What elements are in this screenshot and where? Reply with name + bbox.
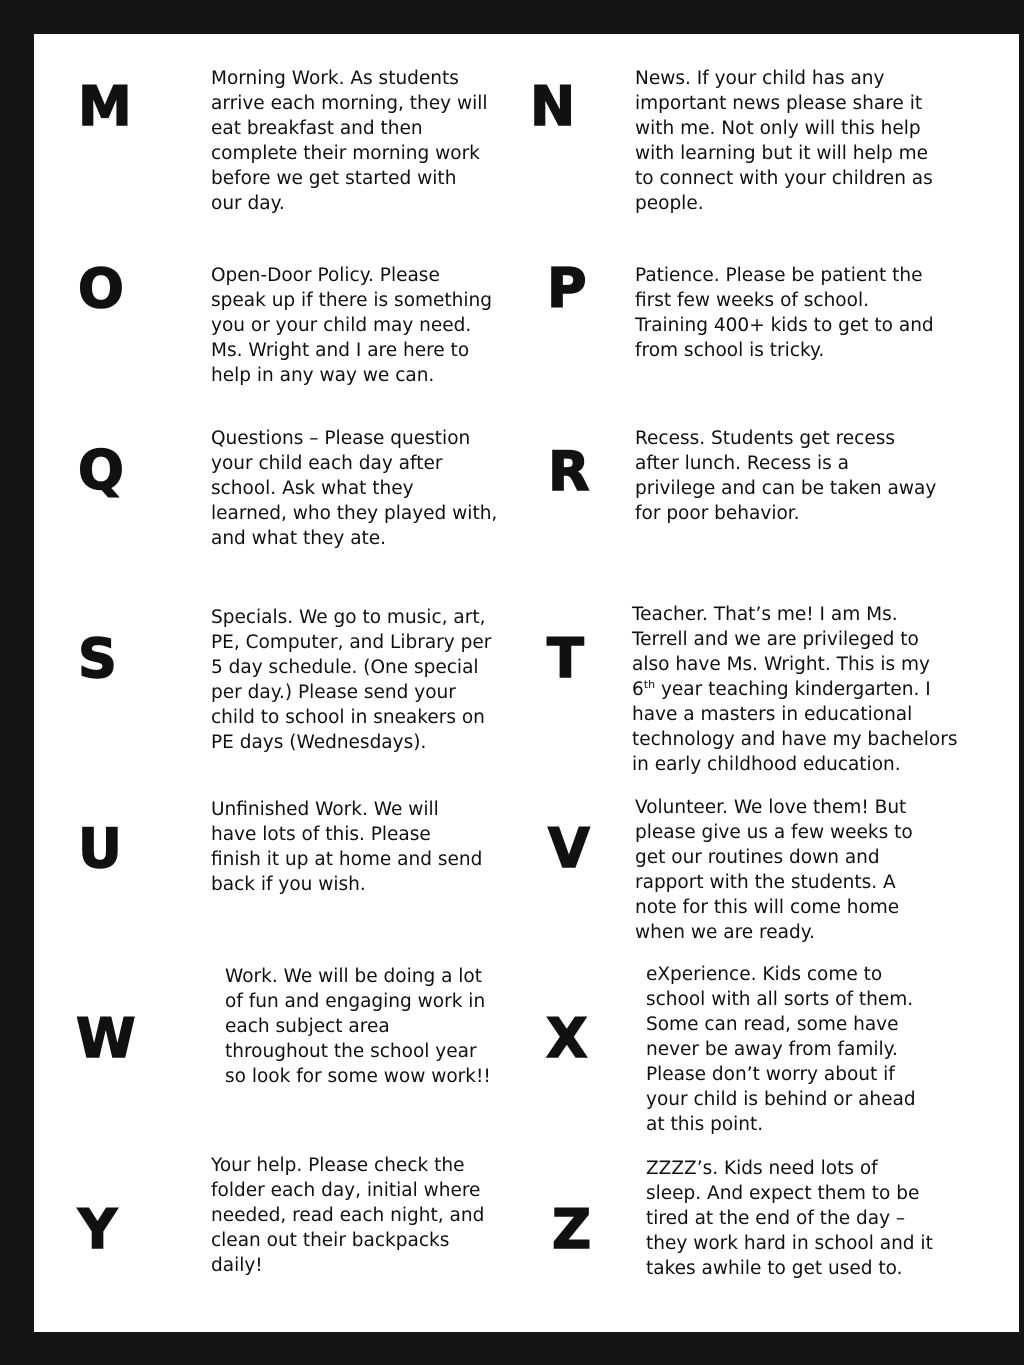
entry-n-text: News. If your child has any important news please share it with me. Not only will this help with learning but it will help me to connect with your children as people. — [635, 68, 933, 214]
entry-t-text-part1: Teacher. That’s me! I am Ms. Terrell and we are privileged to also have Ms. Wright. This is my 6 — [632, 604, 930, 700]
entry-s-text: Specials. We go to music, art, PE, Computer, and Library per 5 day schedule. (One special per day.) Please send your child to school in sneakers on PE days (Wednesdays). — [211, 607, 492, 753]
entry-u-text: Unfinished Work. We will have lots of this. Please finish it up at home and send back if you wish. — [211, 799, 483, 895]
letter-s: S — [78, 627, 117, 690]
letter-u: U — [78, 817, 122, 880]
letter-z: Z — [552, 1198, 592, 1261]
letter-r: R — [548, 440, 590, 503]
letter-q: Q — [78, 439, 124, 502]
letter-w: W — [76, 1007, 136, 1070]
letter-o: O — [78, 257, 124, 320]
entry-x-text: eXperience. Kids come to school with all sorts of them. Some can read, some have never be away from family. Please don’t worry about if your child is behind or ahead at this point. — [646, 964, 916, 1135]
letter-v: V — [548, 817, 590, 880]
entry-q-text: Questions – Please question your child each day after school. Ask what they learned, who they played with, and what they ate. — [211, 428, 498, 549]
entry-t-superscript: th — [643, 677, 656, 691]
letter-y: Y — [78, 1198, 118, 1261]
entry-o-text: Open-Door Policy. Please speak up if there is something you or your child may need. Ms. Wright and I are here to help in any way we can. — [211, 265, 493, 386]
letter-x: X — [546, 1007, 588, 1070]
entry-m-text: Morning Work. As students arrive each morning, they will eat breakfast and then complete their morning work before we get started with our day. — [211, 68, 488, 214]
entry-t-text-part2: year teaching kindergarten. I have a masters in educational technology and have my bachelors in early childhood education. — [632, 679, 958, 775]
letter-t: T — [547, 627, 584, 690]
entry-y-text: Your help. Please check the folder each day, initial where needed, read each night, and clean out their backpacks daily! — [211, 1155, 485, 1276]
entry-r-text: Recess. Students get recess after lunch. Recess is a privilege and can be taken away for poor behavior. — [635, 428, 937, 524]
entry-w-text: Work. We will be doing a lot of fun and engaging work in each subject area throughout the school year so look for some wow work!! — [225, 966, 491, 1087]
letter-m: M — [78, 75, 132, 138]
entry-v-text: Volunteer. We love them! But please give us a few weeks to get our routines down and rapport with the students. A note for this will come home when we are ready. — [635, 797, 913, 943]
entry-z-text: ZZZZ’s. Kids need lots of sleep. And expect them to be tired at the end of the day – they work hard in school and it takes awhile to get used to. — [646, 1158, 933, 1279]
letter-n: N — [530, 75, 576, 138]
entry-t-text — [632, 602, 972, 777]
entry-p-text: Patience. Please be patient the first few weeks of school. Training 400+ kids to get to and from school is tricky. — [635, 265, 934, 361]
letter-p: P — [547, 257, 587, 320]
